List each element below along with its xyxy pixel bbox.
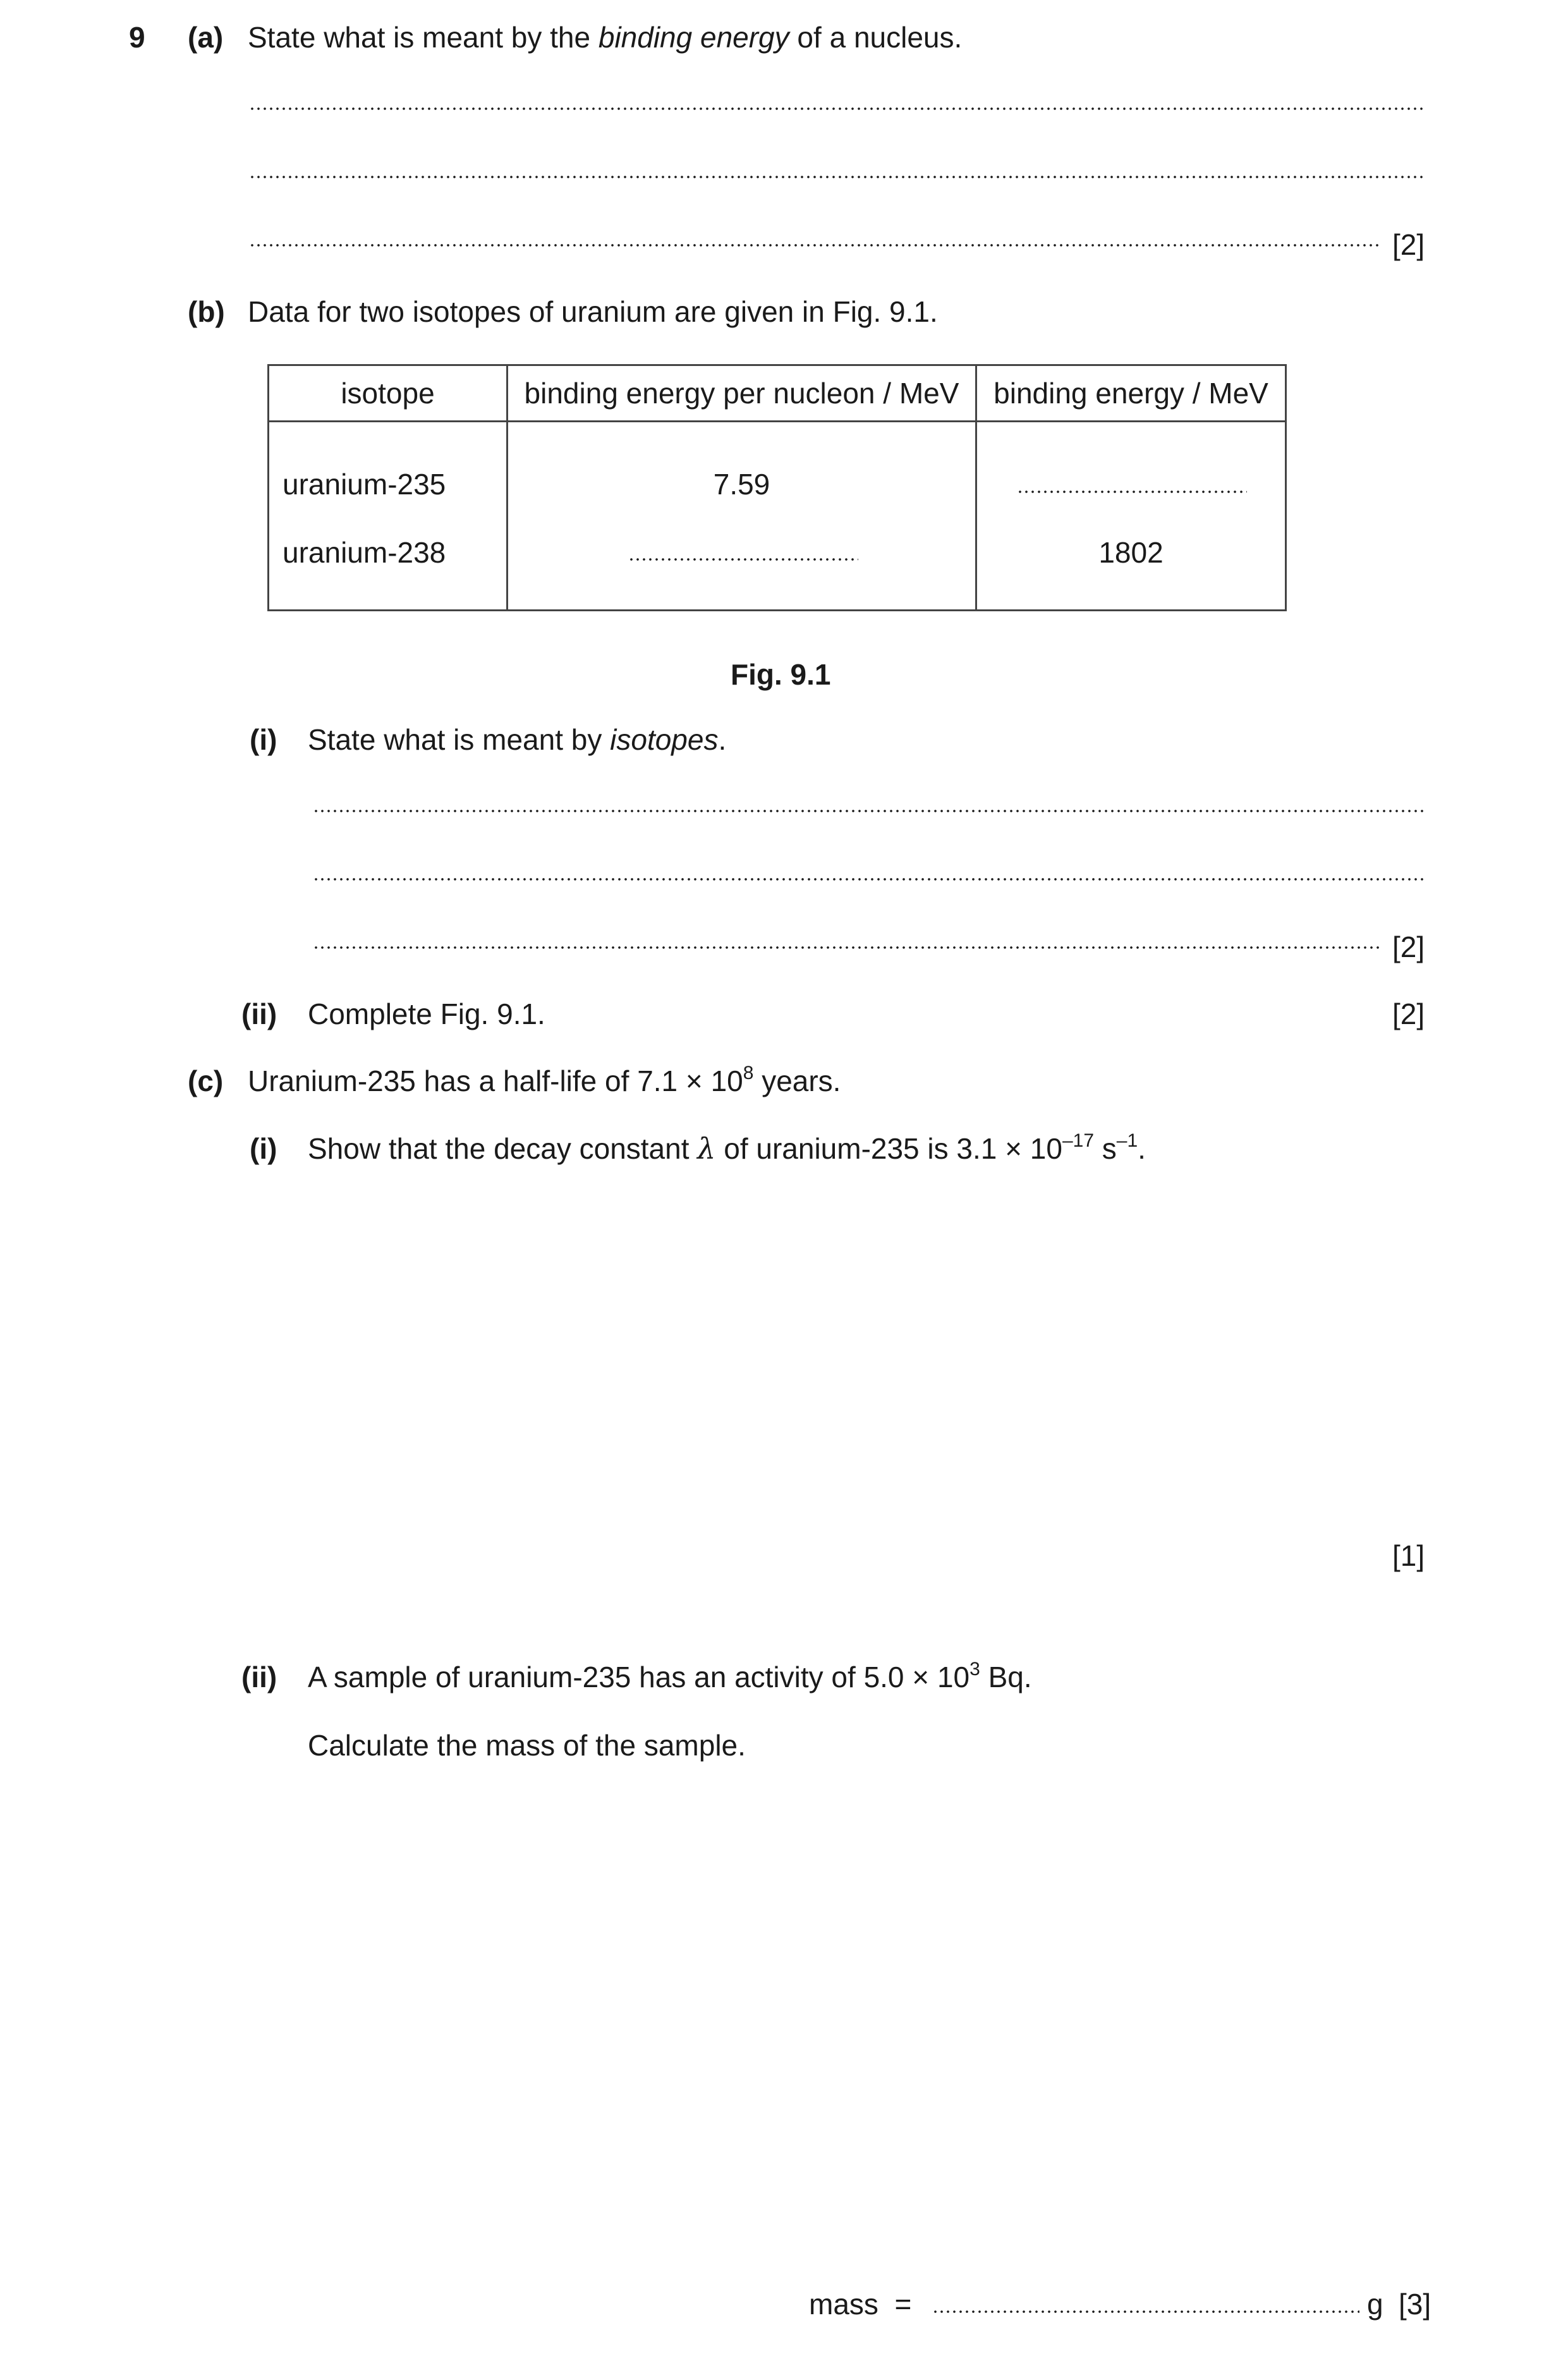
part-c-ii-prompt: A sample of uranium-235 has an activity of $5.0 \times 10^3$ Bq. xyxy=(308,1659,1032,1693)
part-c-ii-label: (ii) xyxy=(241,1661,277,1693)
part-b-i-marks: [2] xyxy=(1392,930,1425,963)
table-header-binding-energy: binding energy / MeV xyxy=(994,377,1268,410)
part-c-i-marks: [1] xyxy=(1392,1539,1425,1572)
part-b-label: (b) xyxy=(188,295,225,328)
answer-line-a-2[interactable] xyxy=(249,176,1426,178)
figure-caption: Fig. 9.1 xyxy=(731,658,831,691)
part-c-i-label: (i) xyxy=(250,1132,277,1165)
table-cell-binding-energy-238: 1802 xyxy=(1098,536,1164,569)
question-number: 9 xyxy=(129,21,145,54)
mass-unit: g xyxy=(1367,2288,1383,2321)
part-a-marks: [2] xyxy=(1392,228,1425,261)
working-area-c-ii[interactable] xyxy=(308,1776,1426,2269)
part-b-prompt: Data for two isotopes of uranium are given in Fig. 9.1. xyxy=(248,295,938,328)
part-b-ii-label: (ii) xyxy=(241,997,277,1030)
part-a-label: (a) xyxy=(188,21,224,54)
table-header-isotope: isotope xyxy=(341,377,435,410)
answer-line-b-i-1[interactable] xyxy=(313,810,1426,812)
table-cell-per-nucleon-235: 7.59 xyxy=(713,468,770,501)
working-area-c-i[interactable] xyxy=(308,1176,1426,1530)
part-c-prompt: Uranium-235 has a half-life of $7.1 \times 10^8$ years. xyxy=(248,1063,841,1097)
table-blank-binding-energy-235[interactable] xyxy=(1017,491,1247,493)
table-blank-per-nucleon-238[interactable] xyxy=(628,558,858,561)
table-header-per-nucleon: binding energy per nucleon / MeV xyxy=(524,377,959,410)
part-b-ii-marks: [2] xyxy=(1392,997,1425,1030)
answer-line-b-i-3[interactable] xyxy=(313,946,1382,949)
answer-line-a-3[interactable] xyxy=(249,244,1382,247)
part-b-i-prompt: State what is meant by isotopes. xyxy=(308,723,727,756)
part-c-i-prompt: Show that the decay constant λ of uranium-235 is $3.1 \times 10^{-17}$ $s^{-1}$. xyxy=(308,1130,1146,1166)
part-c-ii-instruction: Calculate the mass of the sample. xyxy=(308,1729,746,1762)
answer-line-b-i-2[interactable] xyxy=(313,878,1426,881)
answer-line-a-1[interactable] xyxy=(249,107,1426,110)
part-c-ii-marks: [3] xyxy=(1399,2288,1431,2321)
table-cell-isotope-235: uranium-235 xyxy=(283,468,446,501)
lambda-symbol: λ xyxy=(697,1132,716,1166)
part-c-label: (c) xyxy=(188,1065,224,1097)
table-cell-isotope-238: uranium-238 xyxy=(283,536,446,569)
mass-answer-line[interactable] xyxy=(932,2310,1359,2313)
mass-answer-label: mass = xyxy=(809,2288,912,2321)
part-a-prompt: State what is meant by the binding energy of a nucleus. xyxy=(248,21,963,54)
part-b-i-label: (i) xyxy=(250,723,277,756)
part-b-ii-prompt: Complete Fig. 9.1. xyxy=(308,997,545,1030)
